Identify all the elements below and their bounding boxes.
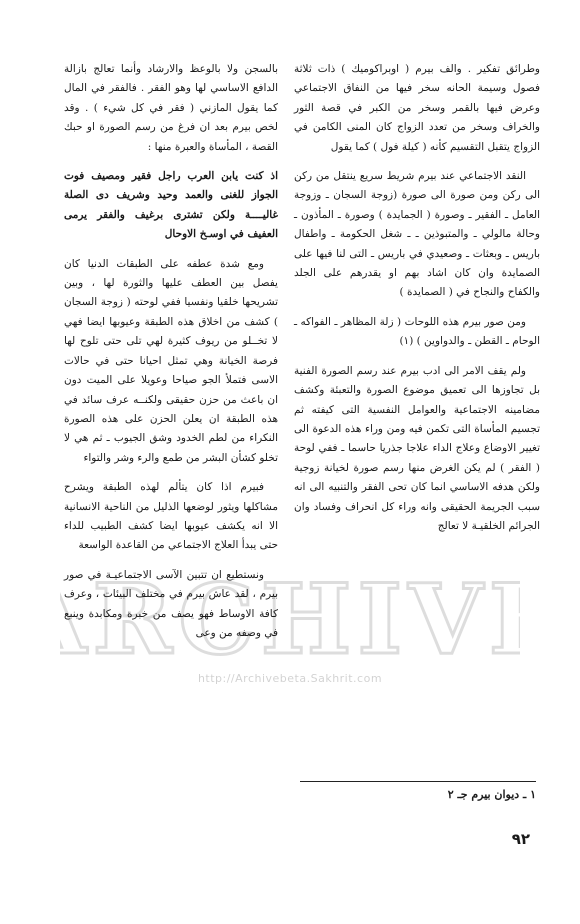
page-number: ٩٢ xyxy=(511,830,530,848)
footnote: ١ ـ ديوان بيرم جـ ٢ xyxy=(447,788,536,801)
paragraph: فبيرم اذا كان يتألم لهذه الطبقة ويشرح مشاكلها ويثور لوضعها الذليل من الناحية الانسانية الا انه يكشف عيوبها ايضا كشف الطبيب للداء حتى يبدأ العلاج الاجتماعي من القاعدة الواسعة xyxy=(64,481,278,552)
paragraph: ونستطيع ان تتبين الآسى الاجتماعيـة في صور بيرم ، لقد عاش بيرم في مختلف البيئات ، وعرف كافة الاوساط فهو يصف من خبرة ومكابدة وينبع في وصفه من وعى xyxy=(64,568,278,639)
paragraph: النقد الاجتماعي عند بيرم شريط سريع ينتقل من ركن الى ركن ومن صورة الى صورة (زوجة السجان ـ وزوجة العامل ـ الفقير ـ وصورة ( الجمايدة ) وصورة ـ المأذون ـ وحالة مالولي ـ والمتبوذين ـ ـ شغل الحكومة ـ واطفال باريس ـ وبعثات ـ وصعيدي في باريس ـ التى لنا فيها على الصمايدة وان كان اشاد بهم او يقدرهم على الجلد والكفاح والنجاح في ( الصمايدة ) xyxy=(294,170,540,299)
paragraph: ولم يقف الامر الى ادب بيرم عند رسم الصورة الفنية بل تجاوزها الى تعميق موضوع الصورة والتعبئة وكشف مضامينه الاجتماعية والعوامل النفسية التى كيفته ثم تجسيم المأساة التى تكمن فيه ومن وراء هذه الدعوة الى تغيير الاوضاع وعلاج الداء علاجا جذريا حاسما ـ ففي لوحة ( الفقر ) لم يكن الغرض منها رسم صورة لخيانة زوجية ولكن هدفه الاساسي انما كان تحى الفقر والتنبيه الى انه سبب الجريمة الحقيقى وانه وراء كل انحراف وفساد وان الجرائم الخلقيـة لا تعالج xyxy=(294,364,540,532)
verse-quote: اذ كنت يابن العرب راجل فقير ومصيف فوت الجواز للغنى والعمد وحيد وشريف دى الصلة غاليــــة ولكن تشترى برغيف والفقر يرمى العفيف في اوسـخ الاوحال xyxy=(64,170,278,241)
paragraph: بالسجن ولا بالوعظ والارشاد وأنما تعالج بازالة الدافع الاساسي لها وهو الفقر . فالفقر في المال كما يقول المازني ( فقر في كل شيء ) . وقد لخص بيرم بعد ان فرغ من رسم الصورة او حبك القصة ، المأساة والعبرة منها : xyxy=(64,63,278,153)
footnote-divider xyxy=(300,781,536,782)
right-column xyxy=(294,60,540,546)
watermark-url: http://Archivebeta.Sakhrit.com xyxy=(197,672,383,685)
watermark-title: RCHIV xyxy=(92,575,489,665)
paragraph: ومن صور بيرم هذه اللوحات ( زلة المظاهر ـ الفواكه ـ الوحام ـ القطن ـ والدواوين ) (١) xyxy=(294,315,540,348)
left-column xyxy=(64,60,278,653)
paragraph: وطرائق تفكير . والف بيرم ( اوبراكوميك ) ذات ثلاثة فصول وسيمة الحانه سخر فيها من النفاق الاجتماعي وعرض فيها بالقمر وسخر من الكبر في قصة الثور والخراف وسخر من تعدد الزواج كان المنى الكامن في الزواج يتقبل التقسيم كأنه ( كيلة فول ) كما يقول xyxy=(294,63,540,153)
paragraph: ومع شدة عطفه على الطبقات الدنيا كان يفصل بين العطف عليها والثورة لها ، وبين تشريحها خلقيا ونفسيا ففي لوحته ( زوجة السجان ) كشف من اخلاق هذه الطبقة وعيوبها ايضا فهي لا تخــلو من ريوف كثيرة لهي تلى حتى تلوح لها فرصة الخيانة وهي تمثل احيانا حتى في حالات الاسى فتملأ الجو صياحا وعويلا على الميت دون ان باعث من حزن حقيقى ولكنــه عرف سائد في هذه الطبقة ان يعلن الحزن على هذه الصورة النكراء من لطم الخدود وشق الجيوب ـ ثم هي لا تخلو كشأن البشر من طمع والرء وشر والتواء xyxy=(64,257,278,464)
